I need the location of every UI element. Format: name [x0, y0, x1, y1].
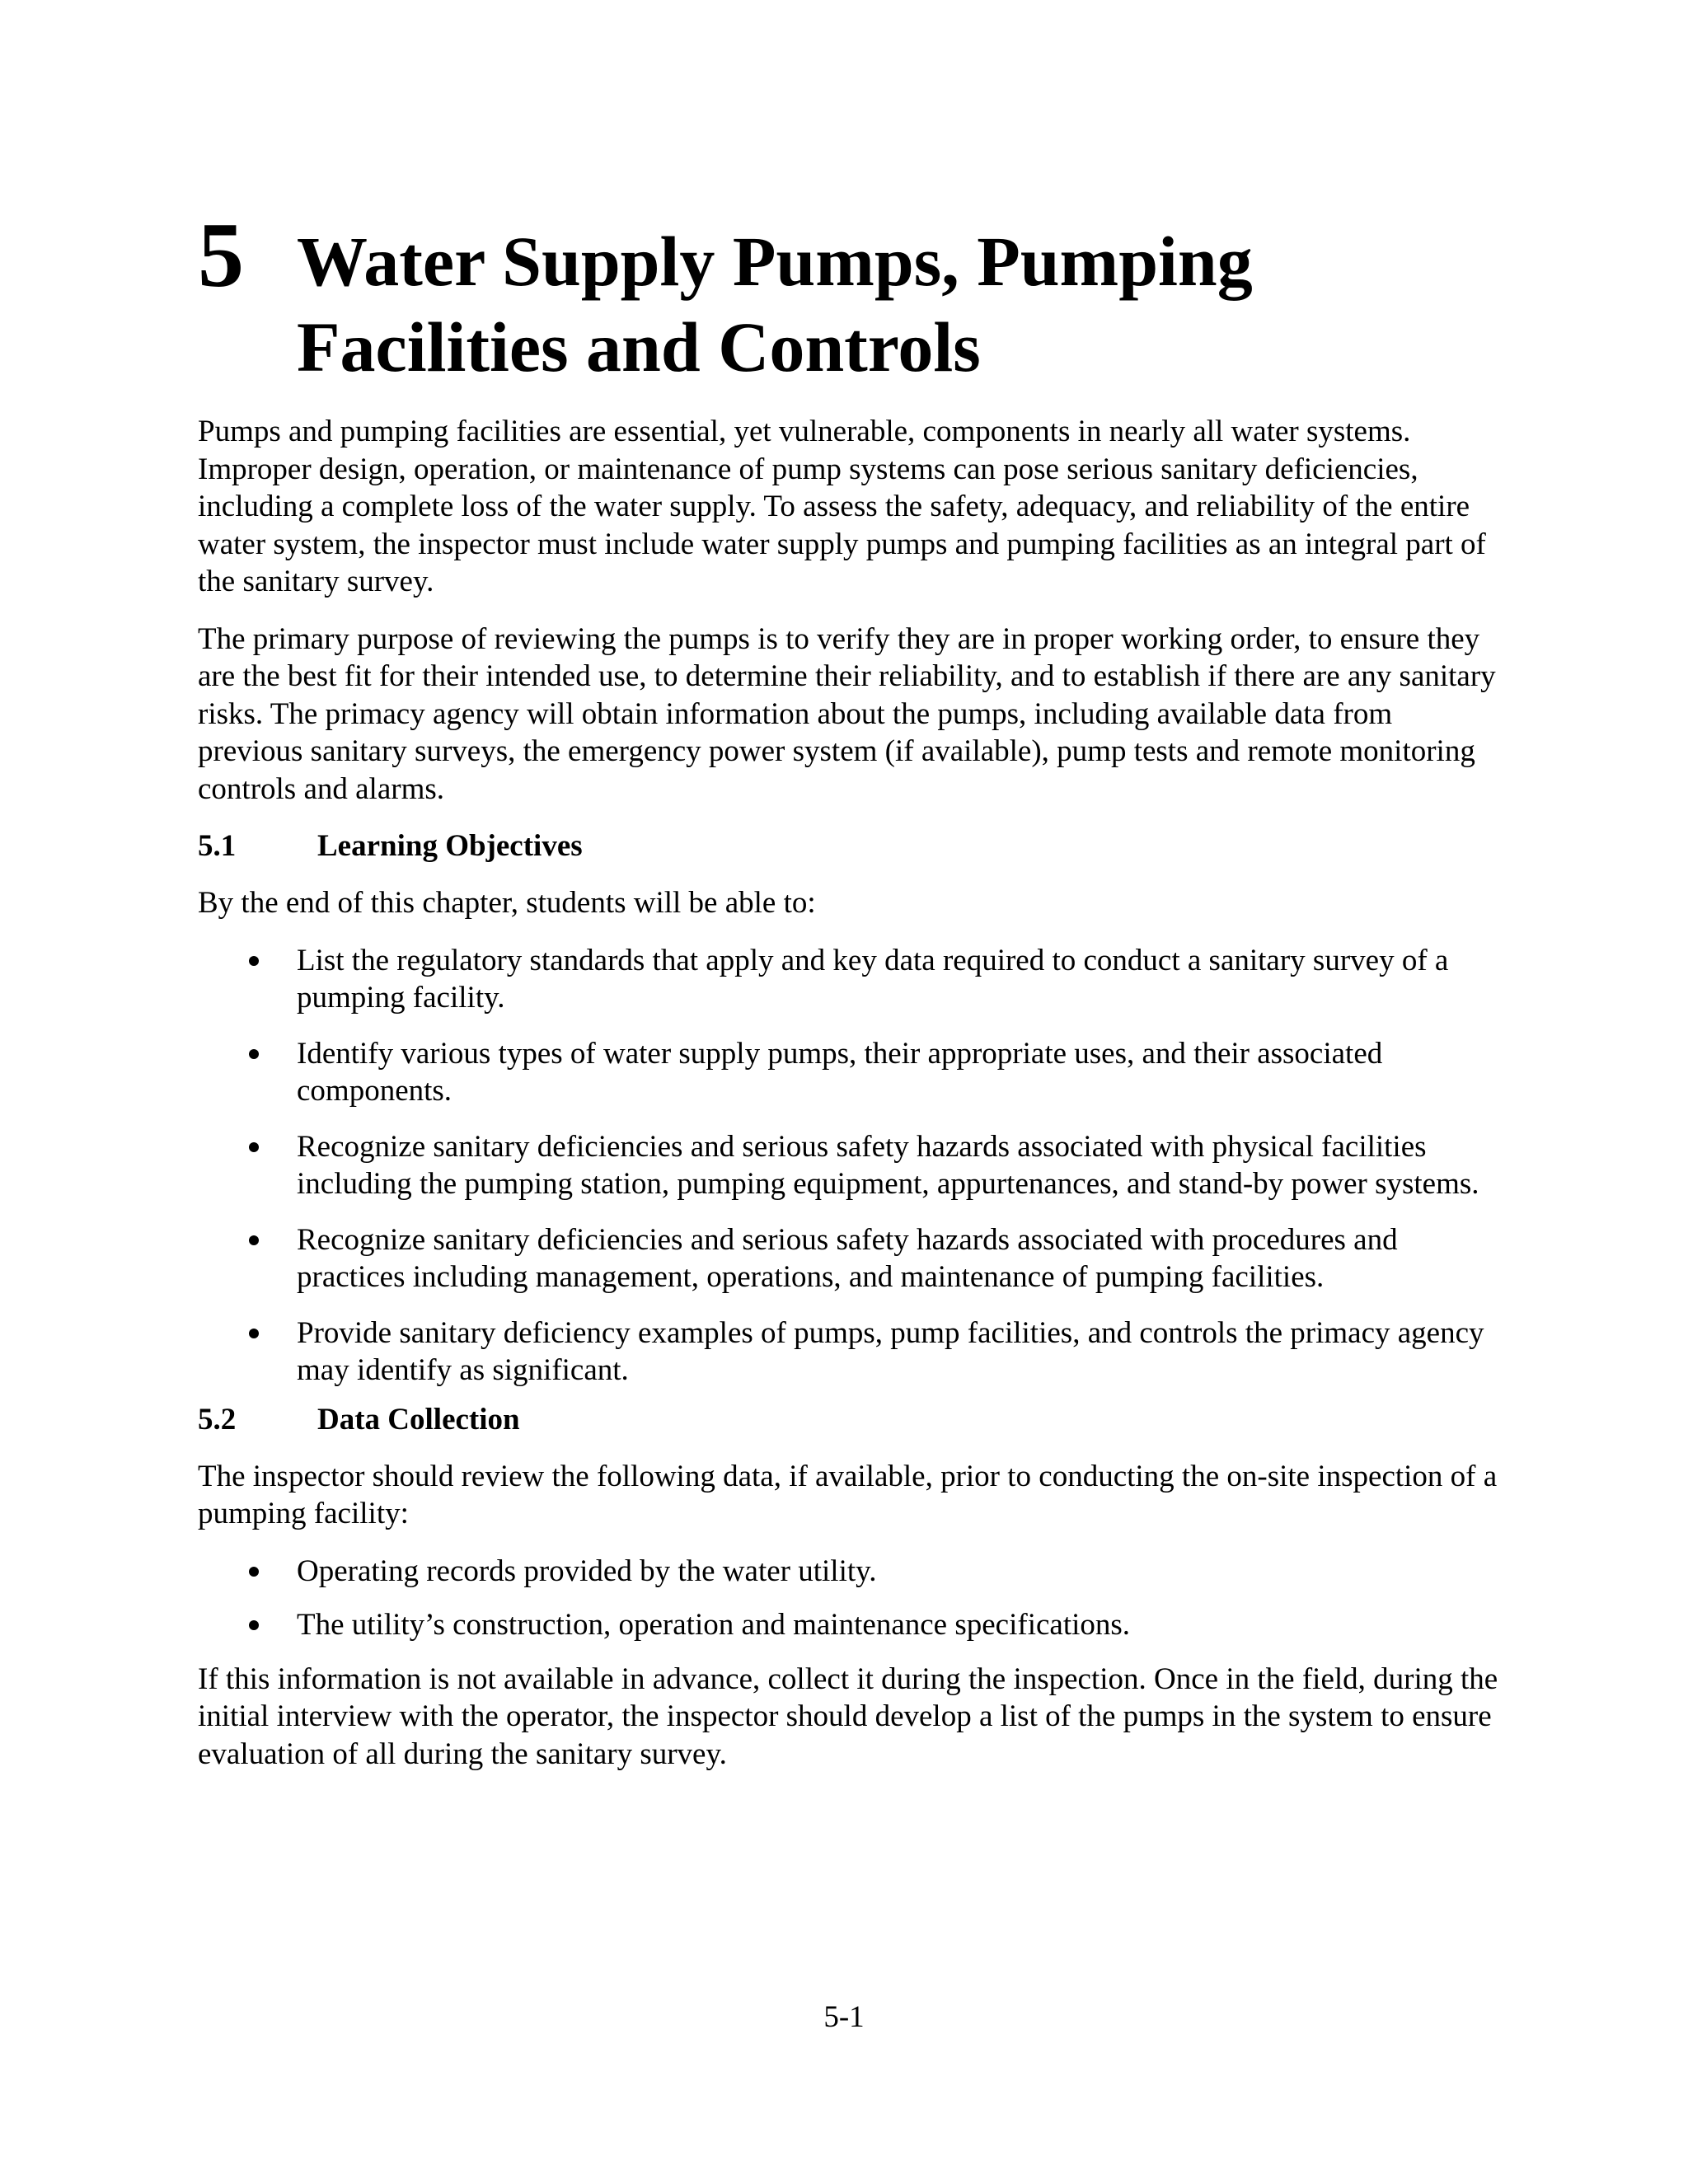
list-item [198, 1606, 1500, 1644]
list-item-text: Recognize sanitary deficiencies and serious safety hazards associated with procedures and practices including management, operations, and maintenance of pumping facilities. [297, 1222, 1398, 1294]
section-number: 5.1 [198, 829, 237, 863]
list-item [198, 1221, 1500, 1296]
chapter-title [198, 204, 1500, 390]
data-collection-lead: The inspector should review the following data, if available, prior to conducting the on-site inspection of a pumping facility: [198, 1459, 1498, 1530]
section-title: Learning Objectives [317, 829, 583, 863]
bullet-icon [249, 1620, 259, 1630]
list-item [198, 942, 1500, 1017]
list-item-text: Operating records provided by the water utility. [297, 1554, 877, 1588]
section-heading-5-2 [198, 1401, 1500, 1438]
section-title: Data Collection [317, 1402, 520, 1436]
list-item [198, 1128, 1500, 1203]
section-number: 5.2 [198, 1402, 237, 1436]
chapter-heading [297, 218, 1253, 390]
list-item [198, 1553, 1500, 1591]
bullet-icon [249, 1329, 259, 1338]
list-item-text: Provide sanitary deficiency examples of pumps, pump facilities, and controls the primacy agency may identify as significant. [297, 1315, 1484, 1387]
chapter-heading-line-1: Water Supply Pumps, Pumping [297, 222, 1253, 301]
page-number: 5-1 [823, 2000, 865, 2034]
chapter-heading-line-2: Facilities and Controls [297, 307, 981, 387]
intro-paragraph-1: Pumps and pumping facilities are essential, yet vulnerable, components in nearly all water systems. Improper design, operation, or maintenance of pump systems can pose serious sanitary deficiencies, including a complete loss of the water supply. To assess the safety, adequacy, and reliability of the entire water system, the inspector must include water supply pumps and pumping facilities as an integral part of the sanitary survey. [198, 415, 1486, 598]
list-item-text: Identify various types of water supply pumps, their appropriate uses, and their associated components. [297, 1036, 1383, 1108]
bullet-icon [249, 1049, 259, 1059]
intro-paragraph-2: The primary purpose of reviewing the pumps is to verify they are in proper working order, to ensure they are the best fit for their intended use, to determine their reliability, and to establish if there are any sanitary risks. The primacy agency will obtain information about the pumps, including available data from previous sanitary surveys, the emergency power system (if available), pump tests and remote monitoring controls and alarms. [198, 621, 1496, 806]
bullet-icon [249, 956, 259, 966]
page-content [198, 204, 1500, 1793]
list-item [198, 1035, 1500, 1110]
list-item-text: Recognize sanitary deficiencies and serious safety hazards associated with physical facilities including the pumping station, pumping equipment, appurtenances, and stand-by power systems. [297, 1129, 1479, 1201]
list-item-text: The utility’s construction, operation and maintenance specifications. [297, 1608, 1131, 1642]
bullet-icon [249, 1567, 259, 1577]
data-collection-closing: If this information is not available in advance, collect it during the inspection. Once in the field, during the initial interview with the operator, the inspector should develop a list of the pumps in the system to ensure evaluation of all during the sanitary survey. [198, 1661, 1498, 1771]
chapter-number: 5 [198, 204, 244, 307]
data-collection-list [198, 1553, 1500, 1644]
objectives-list [198, 942, 1500, 1390]
objectives-lead: By the end of this chapter, students will be able to: [198, 886, 816, 920]
list-item [198, 1315, 1500, 1390]
bullet-icon [249, 1235, 259, 1245]
list-item-text: List the regulatory standards that apply and key data required to conduct a sanitary survey of a pumping facility. [297, 943, 1449, 1015]
bullet-icon [249, 1142, 259, 1152]
section-heading-5-1 [198, 827, 1500, 865]
